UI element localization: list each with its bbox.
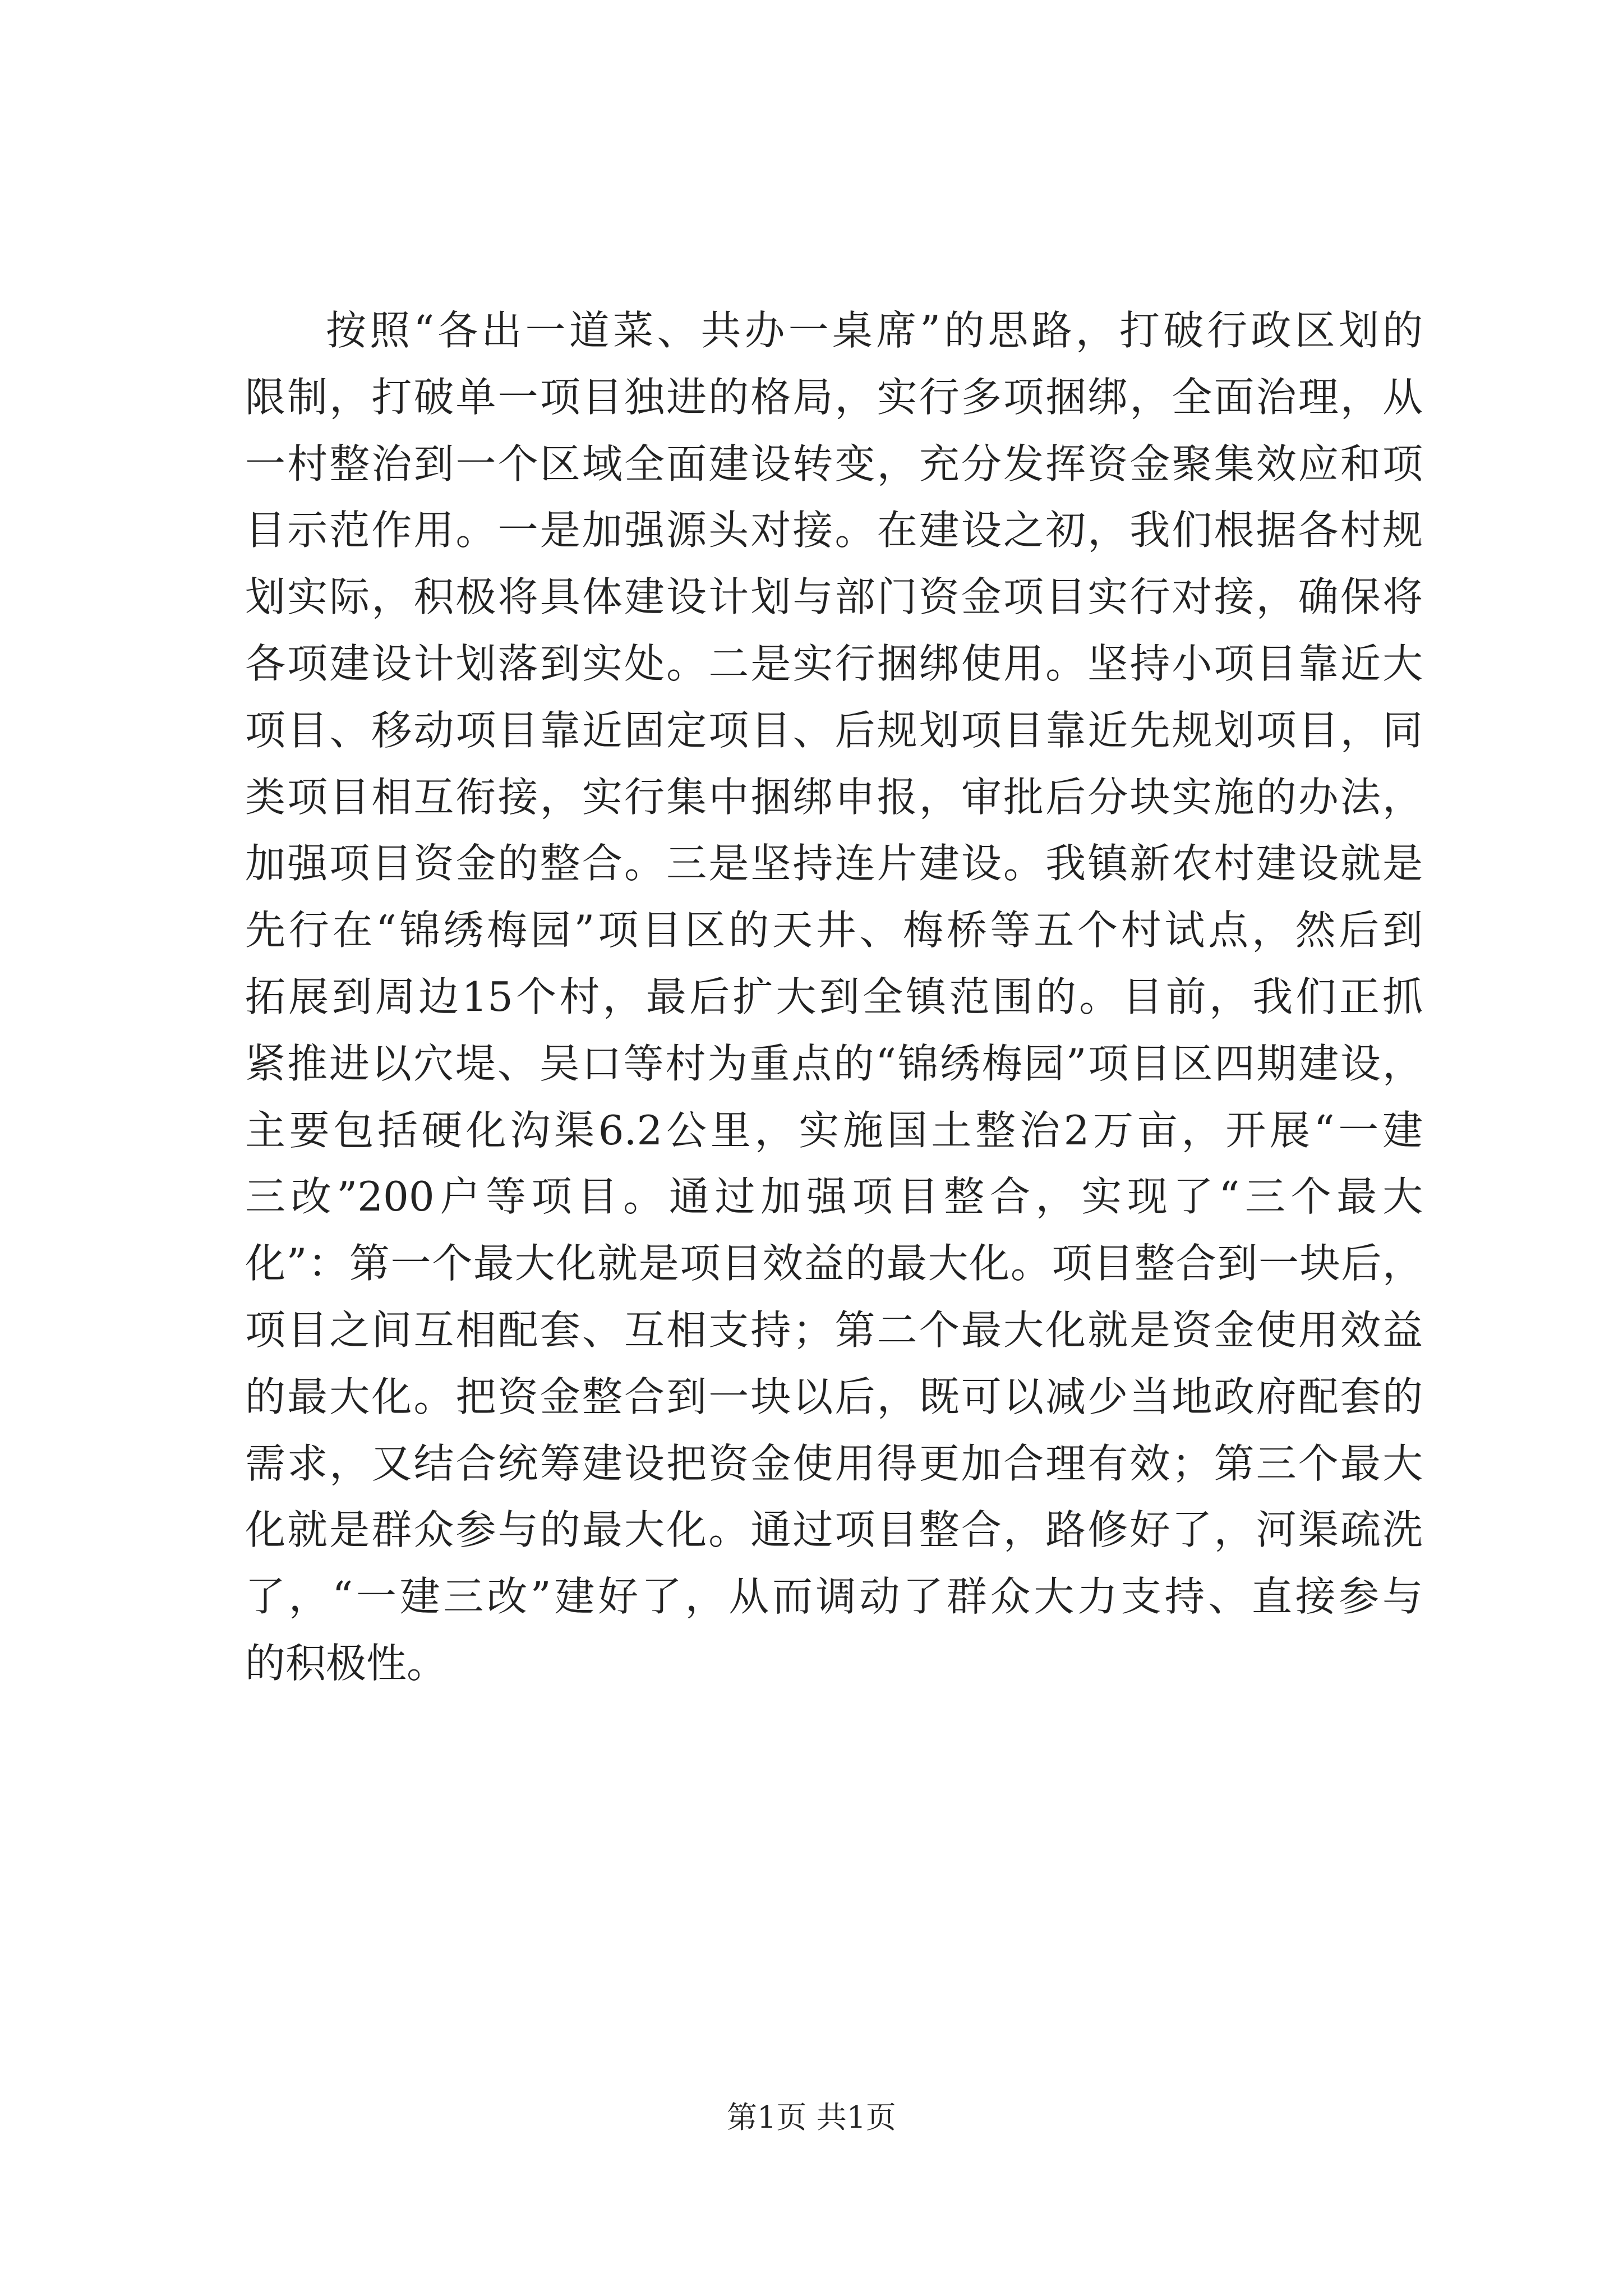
paragraph-line: 拓展到周边15个村，最后扩大到全镇范围的。目前，我们正抓 (245, 973, 1423, 1020)
paragraph-line: 的最大化。把资金整合到一块以后，既可以减少当地政府配套的 (245, 1373, 1423, 1420)
paragraph-line: 类项目相互衔接，实行集中捆绑申报，审批后分块实施的办法， (245, 773, 1423, 821)
body-paragraph (245, 297, 1423, 1697)
paragraph-line: 加强项目资金的整合。三是坚持连片建设。我镇新农村建设就是 (245, 840, 1423, 887)
paragraph-line: 限制，打破单一项目独进的格局，实行多项捆绑，全面治理，从 (245, 373, 1423, 421)
page-number-footer: 第1页 共1页 (727, 2100, 896, 2135)
paragraph-line: 一村整治到一个区域全面建设转变，充分发挥资金聚集效应和项 (245, 440, 1423, 487)
paragraph-line: 紧推进以穴堤、吴口等村为重点的“锦绣梅园”项目区四期建设， (245, 1039, 1423, 1087)
paragraph-line: 目示范作用。一是加强源头对接。在建设之初，我们根据各村规 (245, 507, 1423, 554)
paragraph-line: 项目之间互相配套、互相支持；第二个最大化就是资金使用效益 (245, 1306, 1423, 1354)
paragraph-line: 了，“一建三改”建好了，从而调动了群众大力支持、直接参与 (245, 1573, 1423, 1621)
paragraph-line: 各项建设计划落到实处。二是实行捆绑使用。坚持小项目靠近大 (245, 639, 1423, 687)
paragraph-line: 化”：第一个最大化就是项目效益的最大化。项目整合到一块后， (245, 1240, 1423, 1287)
paragraph-line: 化就是群众参与的最大化。通过项目整合，路修好了，河渠疏洗 (245, 1506, 1423, 1554)
paragraph-line: 需求，又结合统筹建设把资金使用得更加合理有效；第三个最大 (245, 1439, 1423, 1487)
paragraph-line: 先行在“锦绣梅园”项目区的天井、梅桥等五个村试点，然后到 (245, 907, 1423, 954)
paragraph-line: 划实际，积极将具体建设计划与部门资金项目实行对接，确保将 (245, 573, 1423, 621)
paragraph-line: 的积极性。 (245, 1639, 448, 1687)
paragraph-line: 主要包括硬化沟渠6.2公里，实施国土整治2万亩，开展“一建 (245, 1106, 1423, 1154)
paragraph-line: 按照“各出一道菜、共办一桌席”的思路，打破行政区划的 (326, 307, 1423, 354)
paragraph-line: 项目、移动项目靠近固定项目、后规划项目靠近先规划项目，同 (245, 706, 1423, 754)
paragraph-line: 三改”200户等项目。通过加强项目整合，实现了“三个最大 (245, 1173, 1423, 1221)
